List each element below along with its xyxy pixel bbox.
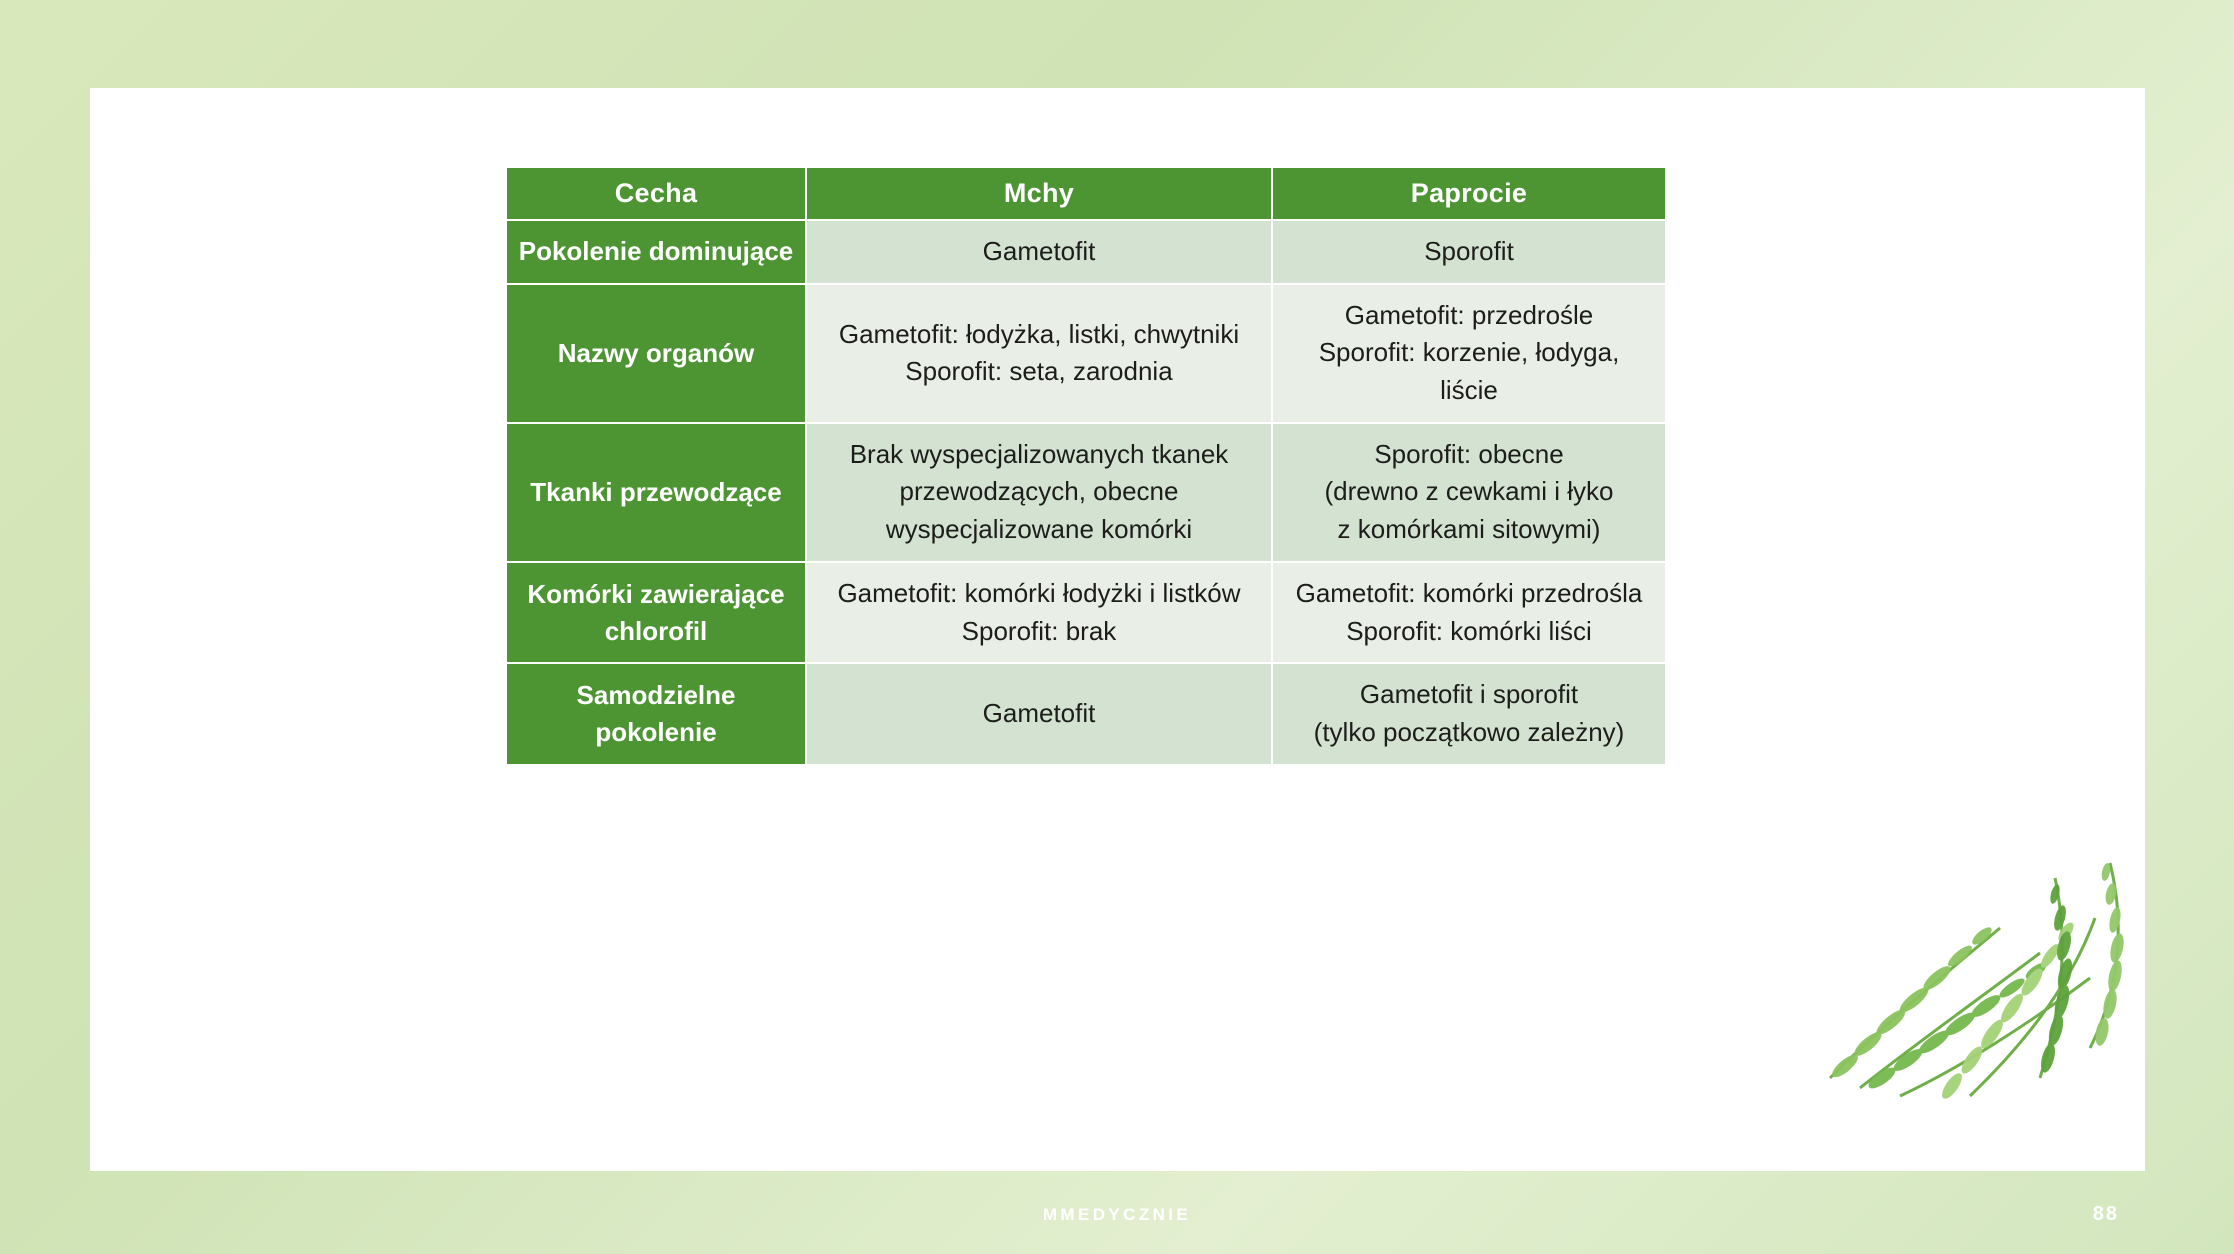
table-row — [506, 220, 1666, 284]
cell-ferns-organ-names — [1272, 284, 1666, 423]
cell-line: Sporofit: komórki liści — [1346, 615, 1592, 646]
cell-line: Sporofit: brak — [961, 615, 1117, 646]
fern-illustration-icon — [1790, 748, 2150, 1108]
slide-canvas — [90, 88, 2145, 1171]
cell-line: Gametofit: łodyżka, listki, chwytniki — [838, 318, 1240, 349]
table-row — [506, 562, 1666, 663]
row-header-organ-names: Nazwy organów — [506, 284, 806, 423]
cell-line: Brak wyspecjalizowanych tkanek przewodzących, obecne wyspecjalizowane komórki — [849, 438, 1229, 545]
row-header-dominant-generation: Pokolenie dominujące — [506, 220, 806, 284]
page-number: 88 — [2092, 1203, 2119, 1225]
column-header-ferns: Paprocie — [1272, 167, 1666, 220]
cell-line: Sporofit: korzenie, łodyga, liście — [1318, 337, 1620, 406]
cell-mosses-conductive-tissues — [806, 423, 1272, 562]
cell-mosses-chlorophyll-cells — [806, 562, 1272, 663]
cell-line: Gametofit — [982, 698, 1096, 729]
cell-line: Sporofit: seta, zarodnia — [905, 356, 1173, 387]
cell-line: Gametofit: komórki łodyżki i listków — [837, 577, 1241, 608]
cell-line: Sporofit: obecne — [1374, 438, 1564, 469]
table-header-row — [506, 167, 1666, 220]
column-header-mosses: Mchy — [806, 167, 1272, 220]
table-row — [506, 663, 1666, 764]
table-row — [506, 284, 1666, 423]
row-header-independent-generation: Samodzielne pokolenie — [506, 663, 806, 764]
cell-ferns-independent-generation — [1272, 663, 1666, 764]
cell-line: Gametofit: przedrośle — [1344, 299, 1594, 330]
cell-mosses-organ-names — [806, 284, 1272, 423]
table-row — [506, 423, 1666, 562]
table-body — [506, 220, 1666, 765]
column-header-feature: Cecha — [506, 167, 806, 220]
cell-ferns-dominant-generation — [1272, 220, 1666, 284]
comparison-table-wrapper — [505, 166, 1665, 766]
cell-line: z komórkami sitowymi) — [1337, 514, 1601, 545]
cell-line: Gametofit i sporofit — [1359, 679, 1579, 710]
cell-line: Sporofit — [1424, 236, 1514, 266]
cell-line: Gametofit: komórki przedrośla — [1295, 577, 1643, 608]
comparison-table — [505, 166, 1667, 766]
cell-mosses-dominant-generation — [806, 220, 1272, 284]
cell-ferns-chlorophyll-cells — [1272, 562, 1666, 663]
footer-brand: MMEDYCZNIE — [1042, 1205, 1192, 1224]
cell-line: (tylko początkowo zależny) — [1313, 716, 1625, 747]
cell-ferns-conductive-tissues — [1272, 423, 1666, 562]
cell-line: (drewno z cewkami i łyko — [1324, 476, 1614, 507]
cell-mosses-independent-generation — [806, 663, 1272, 764]
row-header-conductive-tissues: Tkanki przewodzące — [506, 423, 806, 562]
cell-line: Gametofit — [982, 236, 1096, 266]
row-header-chlorophyll-cells: Komórki zawierające chlorofil — [506, 562, 806, 663]
